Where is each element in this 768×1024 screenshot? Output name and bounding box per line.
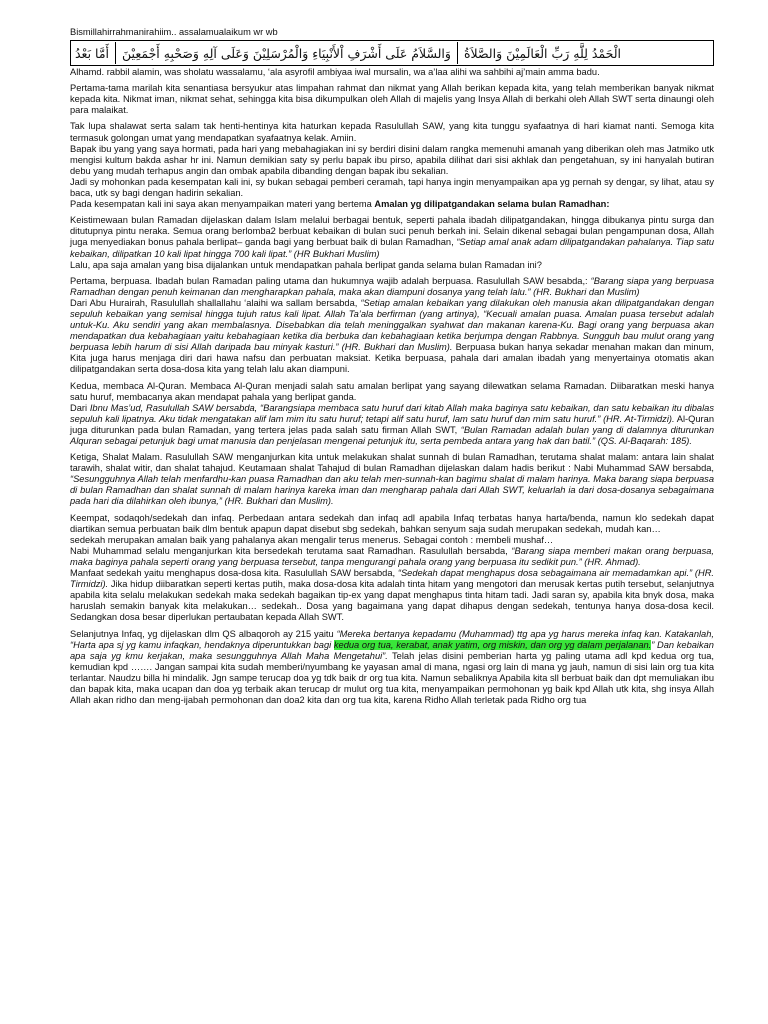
document-body [70,27,714,706]
sin-erasure-hadith: “Sedekah dapat menghapus dosa sebagaimana air memadamkan api.” (HR. Tirmidzi). [70,568,714,590]
paragraph-question: Lalu, apa saja amalan yang bisa dijalankan untuk mendapatkan pahala berlipat ganda selama bulan Ramadan ini? [70,259,542,270]
fasting-hadith: “Barang siapa yang berpuasa Ramadhan dengan penuh keimanan dan mengharapkan pahala, maka akan diampuni dosanya yang telah lalu.” (HR. Bukhari dan Muslim) [70,275,714,297]
abu-hurairah-explanation: Berpuasa bukan hanya sekadar menahan makan dan minum, Kita juga harus menjaga diri dari hawa nafsu dan perbuatan maksiat. Ketika berpuasa, pahala dari amalan ibadah yang menyertainya otomatis akan dilipatgandakan serta dosa-dosa kita yang telah lalu akan diampuni. [70,342,714,375]
arabic-divider [457,42,458,64]
feeding-hadith: “Barang siapa memberi makan orang berpuasa, maka baginya pahala seperti orang yang berpuasa tersebut, tanpa mengurangi pahala orang yang berpuasa itu sedikit pun.” (HR. Ahmad). [70,545,714,567]
paragraph-respect: Bapak ibu yang yang saya hormati, pada hari yang mebahagiakan ini sy berdiri disini dalam rangka memenuhi amanah yang diberikan oleh mas Jatmiko utk mengisi kultum bakda ashar hr ini. Namun demikian saty sy perlu bapak ibu pirso, apabila dilihat dari sisi akhlak dan pengetahuan, sy ini hanyalah butiran debu yang mudah terhapus angin dan ombak apabila dibanding dengan bapak ibu sekalian. [70,143,714,176]
ramadan-virtue-hadith: “Setiap amal anak adam dilipatgandakan pahalanya. Tiap satu kebaikan, dilipatkan 10 kali lipat hingga 700 kali lipat.” (HR Bukhari Muslim) [70,237,714,259]
ibnu-masud-intro: Dari [70,402,90,413]
paragraph-infaq [70,629,714,707]
paragraph-translation: Alhamd. rabbil alamin, was sholatu wassalamu, ‘ala asyrofil ambiyaa iwal mursalin, wa a’laa alihi wa sahbihi aj’main amma badu. [70,67,600,78]
paragraph-feeding [70,546,714,568]
paragraph-quran: Kedua, membaca Al-Quran. Membaca Al-Quran menjadi salah satu amalan berlipat yang sayang dilewatkan selama Ramadan. Diibaratkan meski hanya satu huruf, membacanya akan mendapat pahala yang berlipat ganda. [70,380,714,402]
highlighted-recipients: kedua org tua, kerabat, anak yatim, org miskin, dan org yg dalam perjalanan. [333,639,652,650]
arabic-text-part2: وَالسَّلاَمُ عَلَى أَشْرَفِ اْلأَنْبِيَاءِ وَالْمُرْسَلِيْنَ وَعَلَى آلِهِ وَصَحْبِهِ أَجْمَعِيْنَ [122,45,451,61]
abu-hurairah-hadith: “Setiap amalan kebaikan yang dilakukan oleh manusia akan dilipatgandakan dengan sepuluh kebaikan yang semisal hingga tujuh ratus kali lipat. Allah Ta’ala berfirman (yang artinya), “Kecuali amalan puasa. Amalan puasa tersebut adalah untuk-Ku. Aku sendiri yang akan membalasnya. Disebabkan dia telah meninggalkan syahwat dan makanan karena-Ku. Bagi orang yang berpuasa akan mendapatkan dua kebahagiaan yaitu kebahagiaan ketika dia berbuka dan kebahagiaan ketika berjumpa dengan Rabbnya. Sungguh bau mulut orang yang berpuasa lebih harum di sisi Allah daripada bau minyak kasturi.” (HR. Bukhari dan Muslim). [70,297,715,353]
paragraph-shalawat: Tak lupa shalawat serta salam tak henti-hentinya kita haturkan kepada Rasulullah SAW, yang kita tunggu syafaatnya di hari kiamat nanti. Semoga kita termasuk golongan umat yang mendapatkan syafaatnya kelak. Amiin. [70,121,714,143]
arabic-opening-box [70,40,714,66]
ramadan-virtue-text: Keistimewaan bulan Ramadan dijelaskan dalam Islam melalui berbagai bentuk, seperti pahala ibadah dilipatgandakan, hingga dibukanya pintu surga dan ditutupnya pintu neraka. Semua orang berlomba2 berbuat kebaikan di bulan suci penuh berkah ini. Selain dikenal sebagai bulan pengampunan dosa, Allah juga menyediakan bonus pahala berlipat– ganda bagi yang berbuat baik di bulan Ramadhan, [70,215,714,248]
paragraph-charity: Keempat, sodaqoh/sedekah dan infaq. Perbedaan antara sedekah dan infaq adl apabila Infaq terbatas hanya harta/benda, namun klo sedekah dapat diartikan semua perbuatan baik dlm bentuk apapun dapat disebut sbg sedekah, bahkan senyum saja sudah merupakan sedekah, mudah kan… [70,512,714,534]
paragraph-request: Jadi sy mohonkan pada kesempatan kali ini, sy bukan sebagai pemberi ceramah, tapi hanya ingin menyampaikan apa yg pernah sy dengar, sy lihat, atau sy baca, utk sy bagi dengan hadirin sekalian. [70,176,714,199]
quran-revelation-text: Al-Quran juga diturunkan pada bulan Ramadan, yang tertera jelas pada salah satu firman Allah SWT, [70,413,714,435]
arabic-text-part1: الْحَمْدُ لِلَّهِ رَبِّ الْعَالَمِيْنَ وَالصَّلاَةُ [463,45,622,61]
theme-title: Amalan yg dilipatgandakan selama bulan Ramadhan: [374,199,610,210]
arabic-divider [115,42,116,64]
night-prayer-hadith: “Sesungguhnya Allah telah menfardhu-kan puasa Ramadhan dan aku telah men-sunnah-kan bagimu shalat di malam harinya. Maka barang siapa berpuasa di bulan Ramadhan dan shalat sunnah di malam harinya kareka iman dan mengharap pahala dari Allah SWT, keluarlah ia dari dosa-dosanya sebagaimana pada hari dia dilahirkan oleh ibunya,” (HR. Bukhari dan Muslim). [70,474,714,507]
paragraph-ibnu-masud [70,403,714,447]
paragraph-charity-example: sedekah merupakan amalan baik yang pahalanya akan mengalir terus menerus. Sebagai contoh : membeli mushaf… [70,534,554,545]
sin-erasure-intro: Manfaat sedekah yaitu menghapus dosa-dosa kita. Rasulullah SAW bersabda, [70,568,398,579]
infaq-explanation: Telah jelas disini pemberian harta yg paling utama adl kpd kedua org tua, kemudian kpd ……. Jangan sampai kita sudah memberi/nyumbang ke yayasan amal di mana, ngasi org lain di mana yg jauh, namun di sisi lain org tua kita terlantar. Naudzu billa hi mindalik. Jgn sampe terucap doa yg tdk baik dr org tua kita. Namun sebaliknya Apabila kita sll berbuat baik dan dpt memuliakan ibu dan bapak kita, maka ucapan dan doa yg terbaik akan terucap dr mulut org tua kita, menyampaikan permohonan yg baik kpd Allah utk kita, shg insya Allah Allah akan ridho dan meng-ijabah permohonan dan doa2 kita dan org tua kita, karena Ridho Allah terletak pada Ridho org tua [70,650,714,706]
infaq-verse: “Mereka bertanya kepadamu (Muhammad) ttg apa yg harus mereka infaq kan. Katakanlah, “Harta apa sj yg kamu infaqkan, hendaknya diperuntukkan bagi [70,628,714,650]
theme-intro: Pada kesempatan kali ini saya akan menyampaikan materi yang bertema [70,199,375,210]
al-baqarah-quote: “Bulan Ramadan adalah bulan yang di dalamnya diturunkan Alquran sebagai petunjuk bagi umat manusia dan penjelasan mengenai petunjuk itu, serta pembeda antara yang hak dan batil.” (QS. Al-Baqarah: 185). [70,424,714,446]
paragraph-abu-hurairah [70,298,714,376]
fasting-text: Pertama, berpuasa. Ibadah bulan Ramadan paling utama dan hukumnya wajib adalah berpuasa. Rasulullah SAW besabda,: [70,275,591,286]
paragraph-ramadan-virtue [70,215,714,259]
paragraph-gratitude: Pertama-tama marilah kita senantiasa bersyukur atas limpahan rahmat dan nikmat yang Allah berikan kepada kita, yang telah memberikan banyak nikmat kepada kita. Nikmat iman, nikmat sehat, sehingga kita bisa dikumpulkan oleh Allah di majelis yang Insya Allah di berkahi oleh Allah SWT serta dinaungi oleh para malaikat. [70,83,714,116]
arabic-text-part3: أَمَّا بَعْدُ [75,45,110,61]
paragraph-sin-erasure [70,568,714,623]
paragraph-theme [70,199,714,210]
night-prayer-text: Ketiga, Shalat Malam. Rasulullah SAW menganjurkan kita untuk melakukan shalat sunnah di bulan Ramadhan, terutama shalat malam: antara lain shalat tarawih, shalat witir, dan shalat tahajud. Keutamaan shalat Tahajud di bulan Ramadhan dijelaskan dalam hadis berikut : Nabi Muhammad SAW bersabda, [70,452,714,474]
ibnu-masud-hadith: Ibnu Mas’ud, Rasulullah SAW bersabda, “Barangsiapa membaca satu huruf dari kitab Allah maka baginya satu kebaikan, dan satu kebaikan itu dibalas sepuluh kali lipatnya. Aku tidak mengatakan alif lam mim itu satu huruf; tetapi alif satu huruf, lam satu huruf dan mim satu huruf.” (HR. At-Tirmidzi). [70,402,714,424]
infaq-verse-end: ” Dan kebaikan apa saja yg kmu kerjakan, maka sesungguhnya Allah Maha Mengetahui”. [70,639,714,661]
infaq-intro: Selanjutnya Infaq, yg dijelaskan dlm QS albaqoroh ay 215 yaitu [70,628,337,639]
feeding-intro: Nabi Muhammad selalu menganjurkan kita bersedekah terutama saat Ramadhan. Rasulullah bersabda, [70,545,512,556]
sin-erasure-explanation: Jika hidup diibaratkan seperti kertas putih, maka dosa-dosa kita adalah tinta hitam yang mengotori dan merusak kertas putih tersebut, selanjutnya apabila kita selalu melakukan sedekah maka sedekah bagaikan tip-ex yang dapat menghapus tinta hitam tadi. Jadi saran sy, apabila kita bnyk dosa, maka haruslah semakin banyak kita melakukan… sedekah.. Dosa yang bagaimana yang dapat dihapus dengan sedekah, tentunya hanya dosa-dosa kecil. Sedangkan dosa besar diperlukan pertaubatan kepada Allah SWT. [70,579,714,623]
opening-greeting: Bismillahirrahmanirahiim.. assalamualaikum wr wb [70,27,278,37]
paragraph-night-prayer [70,452,714,507]
paragraph-fasting [70,276,714,298]
abu-hurairah-intro: Dari Abu Hurairah, Rasulullah shallallahu ‘alaihi wa sallam bersabda, [70,297,361,308]
